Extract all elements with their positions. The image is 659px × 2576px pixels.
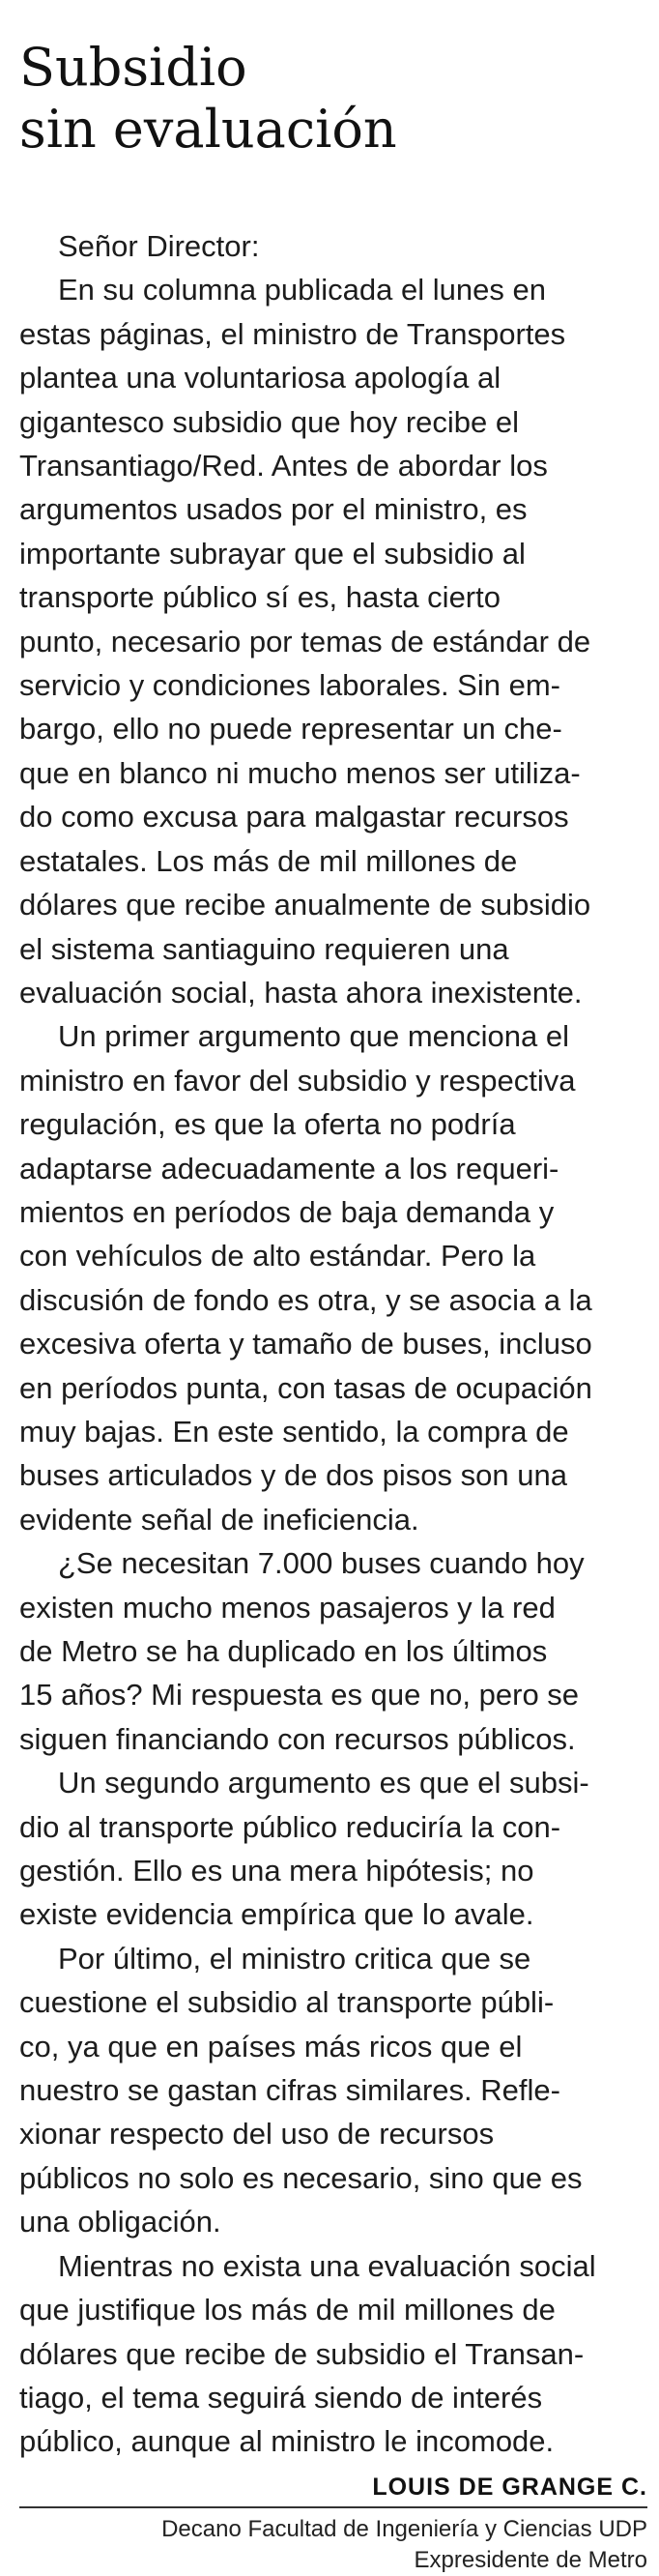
paragraph-line: do como excusa para malgastar recursos bbox=[19, 800, 569, 834]
paragraph-line: punto, necesario por temas de estándar de bbox=[19, 624, 591, 659]
paragraph-line: 15 años? Mi respuesta es que no, pero se bbox=[19, 1678, 580, 1712]
paragraph-line: muy bajas. En este sentido, la compra de bbox=[19, 1414, 569, 1449]
paragraph-line: excesiva oferta y tamaño de buses, incluso bbox=[19, 1327, 592, 1361]
paragraph-line: Transantiago/Red. Antes de abordar los bbox=[19, 449, 548, 483]
signature-rule bbox=[19, 2506, 647, 2508]
paragraph-line: discusión de fondo es otra, y se asocia a la bbox=[19, 1282, 592, 1317]
paragraph-line: una obligación. bbox=[19, 2205, 221, 2239]
paragraph-line: plantea una voluntariosa apología al bbox=[19, 361, 501, 395]
paragraph bbox=[19, 268, 647, 1014]
signature-affiliation-1: Decano Facultad de Ingeniería y Ciencias UDP bbox=[161, 2515, 647, 2542]
paragraph-line: el sistema santiaguino requieren una bbox=[19, 931, 509, 966]
paragraph bbox=[19, 1761, 647, 1937]
paragraph-line: dólares que recibe anualmente de subsidio bbox=[19, 888, 591, 922]
paragraph-line: bargo, ello no puede representar un che- bbox=[19, 712, 562, 746]
paragraph-line: Un primer argumento que menciona el bbox=[58, 1019, 569, 1054]
paragraph-line: gestión. Ello es una mera hipótesis; no bbox=[19, 1854, 534, 1888]
paragraph-line: tiago, el tema seguirá siendo de interés bbox=[19, 2380, 543, 2415]
letter-clipping bbox=[19, 37, 647, 2576]
paragraph-line: públicos no solo es necesario, sino que es bbox=[19, 2160, 583, 2195]
headline-line-1: Subsidio bbox=[19, 37, 247, 98]
paragraph-line: en períodos punta, con tasas de ocupación bbox=[19, 1370, 592, 1405]
letter-body bbox=[19, 224, 647, 2464]
paragraph-line: existe evidencia empírica que lo avale. bbox=[19, 1897, 534, 1932]
signature-name: LOUIS DE GRANGE C. bbox=[372, 2473, 647, 2501]
paragraph-line: argumentos usados por el ministro, es bbox=[19, 492, 528, 527]
paragraph-line: dólares que recibe de subsidio el Transan- bbox=[19, 2336, 585, 2371]
paragraphs bbox=[19, 268, 647, 2463]
paragraph-line: evidente señal de ineficiencia. bbox=[19, 1502, 419, 1537]
paragraph-line: que justifique los más de mil millones de bbox=[19, 2293, 556, 2327]
paragraph-line: Mientras no exista una evaluación social bbox=[58, 2248, 596, 2283]
paragraph bbox=[19, 1937, 647, 2244]
paragraph-line: ¿Se necesitan 7.000 buses cuando hoy bbox=[58, 1546, 585, 1581]
paragraph-line: xionar respecto del uso de recursos bbox=[19, 2117, 495, 2152]
paragraph-line: cuestione el subsidio al transporte públi- bbox=[19, 1985, 555, 2020]
paragraph-line: gigantesco subsidio que hoy recibe el bbox=[19, 404, 520, 439]
salutation bbox=[19, 224, 647, 268]
paragraph-line: Por último, el ministro critica que se bbox=[58, 1941, 531, 1976]
paragraph-line: transporte público sí es, hasta cierto bbox=[19, 580, 501, 615]
signature-affiliation-2: Expresidente de Metro bbox=[414, 2546, 647, 2573]
paragraph bbox=[19, 1541, 647, 1761]
paragraph-line: buses articulados y de dos pisos son una bbox=[19, 1458, 567, 1493]
paragraph-line: con vehículos de alto estándar. Pero la bbox=[19, 1239, 536, 1273]
paragraph-line: de Metro se ha duplicado en los últimos bbox=[19, 1634, 548, 1668]
paragraph-line: estatales. Los más de mil millones de bbox=[19, 843, 518, 878]
paragraph-line: adaptarse adecuadamente a los requeri- bbox=[19, 1151, 559, 1186]
paragraph-line: estas páginas, el ministro de Transportes bbox=[19, 316, 566, 351]
paragraph-line: servicio y condiciones laborales. Sin em- bbox=[19, 668, 560, 703]
paragraph-line: público, aunque al ministro le incomode. bbox=[19, 2424, 555, 2459]
paragraph-line: que en blanco ni mucho menos ser utiliza- bbox=[19, 755, 581, 790]
headline-line-2: sin evaluación bbox=[19, 99, 397, 160]
salutation-text: Señor Director: bbox=[58, 229, 260, 263]
paragraph-line: importante subrayar que el subsidio al bbox=[19, 536, 526, 571]
paragraph bbox=[19, 2244, 647, 2464]
paragraph-line: ministro en favor del subsidio y respectiva bbox=[19, 1063, 576, 1098]
paragraph-line: evaluación social, hasta ahora inexistente. bbox=[19, 975, 583, 1010]
paragraph-line: regulación, es que la oferta no podría bbox=[19, 1107, 516, 1142]
paragraph-line: co, ya que en países más ricos que el bbox=[19, 2029, 523, 2064]
paragraph-line: nuestro se gastan cifras similares. Refle- bbox=[19, 2073, 560, 2108]
paragraph bbox=[19, 1014, 647, 1541]
headline bbox=[19, 37, 647, 161]
paragraph-line: existen mucho menos pasajeros y la red bbox=[19, 1590, 556, 1625]
paragraph-line: dio al transporte público reduciría la con- bbox=[19, 1809, 561, 1844]
paragraph-line: Un segundo argumento es que el subsi- bbox=[58, 1766, 589, 1800]
paragraph-line: mientos en períodos de baja demanda y bbox=[19, 1194, 555, 1229]
paragraph-line: En su columna publicada el lunes en bbox=[58, 273, 546, 307]
paragraph-line: siguen financiando con recursos públicos. bbox=[19, 1721, 576, 1756]
